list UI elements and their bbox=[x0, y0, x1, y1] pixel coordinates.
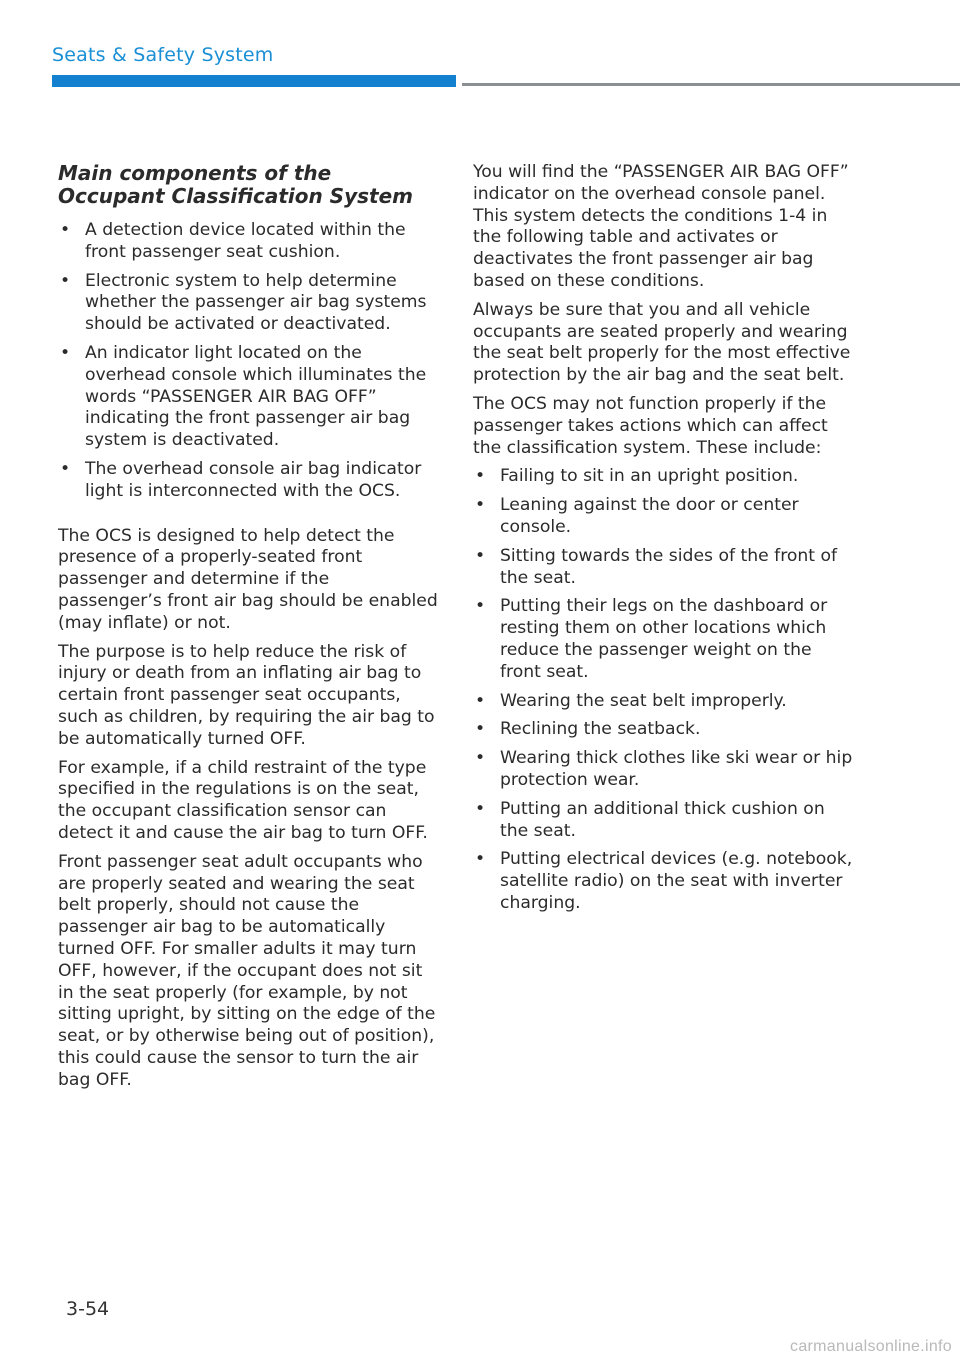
body-paragraph: The OCS may not function properly if the passenger takes actions which can affect the classification system. These include: bbox=[473, 393, 828, 458]
body-paragraph: The purpose is to help reduce the risk of injury or death from an inflating air bag to certain front passenger seat occupants, such as children, by requiring the air bag to be automatically turned OFF. bbox=[58, 641, 435, 749]
bullet-glyph: • bbox=[60, 458, 71, 479]
bullet-glyph: • bbox=[475, 495, 486, 516]
actions-list bbox=[473, 466, 855, 914]
body-paragraph: The OCS is designed to help detect the presence of a properly-seated front passenger and determine if the passenger’s front air bag should be enabled (may inflate) or not. bbox=[58, 525, 438, 633]
bullet-glyph: • bbox=[475, 690, 486, 711]
list-item bbox=[473, 719, 855, 741]
list-item-text: Failing to sit in an upright position. bbox=[500, 466, 799, 487]
watermark: carmanualsonline.info bbox=[790, 1338, 952, 1355]
list-item-text: Putting electrical devices (e.g. notebook, satellite radio) on the seat with inverter charging. bbox=[500, 849, 853, 913]
bullet-glyph: • bbox=[475, 849, 486, 870]
list-item-text: Electronic system to help determine whether the passenger air bag systems should be activated or deactivated. bbox=[85, 270, 427, 335]
bullet-glyph: • bbox=[475, 748, 486, 769]
bullet-glyph: • bbox=[60, 270, 71, 291]
header-rule-blue bbox=[52, 75, 456, 87]
left-column bbox=[58, 162, 438, 1098]
body-paragraph: Front passenger seat adult occupants who are properly seated and wearing the seat belt properly, should not cause the passenger air bag to be automatically turned OFF. For smaller adults it may turn OFF, however, if the occupant does not sit in the seat properly (for example, by not sitting upright, by sitting on the edge of the seat, or by otherwise being out of position), this could cause the sensor to turn the air bag OFF. bbox=[58, 851, 436, 1090]
body-paragraph: Always be sure that you and all vehicle occupants are seated properly and wearing the seat belt properly for the most effective protection by the air bag and the seat belt. bbox=[473, 299, 851, 386]
body-paragraph: For example, if a child restraint of the type specified in the regulations is on the seat, the occupant classification sensor can detect it and cause the air bag to turn OFF. bbox=[58, 757, 428, 843]
list-item-text: Putting their legs on the dashboard or resting them on other locations which reduce the passenger weight on the front seat. bbox=[500, 596, 828, 682]
section-title: Seats & Safety System bbox=[52, 44, 274, 66]
list-item bbox=[473, 849, 855, 914]
bullet-glyph: • bbox=[60, 342, 71, 363]
components-list bbox=[58, 220, 438, 503]
list-item-text: Putting an additional thick cushion on the seat. bbox=[500, 798, 825, 841]
list-item bbox=[58, 220, 438, 264]
bullet-glyph: • bbox=[475, 719, 486, 740]
right-column bbox=[473, 162, 855, 922]
header-rule-gray bbox=[462, 83, 960, 86]
bullet-glyph: • bbox=[475, 545, 486, 566]
list-item-text: The overhead console air bag indicator light is interconnected with the OCS. bbox=[85, 458, 422, 501]
list-item-text: A detection device located within the front passenger seat cushion. bbox=[85, 220, 406, 262]
list-item-text: An indicator light located on the overhead console which illuminates the words “PASSENGER AIR BAG OFF” indicating the front passenger air bag system is deactivated. bbox=[85, 342, 427, 451]
list-item-text: Sitting towards the sides of the front of the seat. bbox=[500, 545, 838, 588]
list-item bbox=[473, 691, 855, 713]
list-item bbox=[58, 271, 438, 336]
list-item-text: Wearing thick clothes like ski wear or hip protection wear. bbox=[500, 748, 853, 790]
page-number: 3-54 bbox=[66, 1298, 110, 1320]
list-item-text: Wearing the seat belt improperly. bbox=[500, 690, 787, 711]
bullet-glyph: • bbox=[475, 798, 486, 819]
bullet-glyph: • bbox=[475, 596, 486, 617]
spacer bbox=[58, 510, 438, 526]
list-item bbox=[58, 343, 438, 452]
list-item bbox=[473, 546, 855, 590]
list-item bbox=[473, 466, 855, 488]
bullet-glyph: • bbox=[60, 220, 71, 240]
list-item bbox=[473, 748, 855, 792]
list-item-text: Reclining the seatback. bbox=[500, 719, 701, 740]
list-item-text: Leaning against the door or center console. bbox=[500, 495, 799, 537]
list-item bbox=[58, 459, 438, 503]
list-item bbox=[473, 799, 855, 843]
section-heading: Main components of the Occupant Classification System bbox=[58, 161, 413, 208]
bullet-glyph: • bbox=[475, 466, 486, 487]
list-item bbox=[473, 495, 855, 539]
body-paragraph: You will find the “PASSENGER AIR BAG OFF” indicator on the overhead console panel. This system detects the conditions 1-4 in the following table and activates or deactivates the front passenger air bag based on these conditions. bbox=[473, 162, 849, 291]
list-item bbox=[473, 596, 855, 683]
